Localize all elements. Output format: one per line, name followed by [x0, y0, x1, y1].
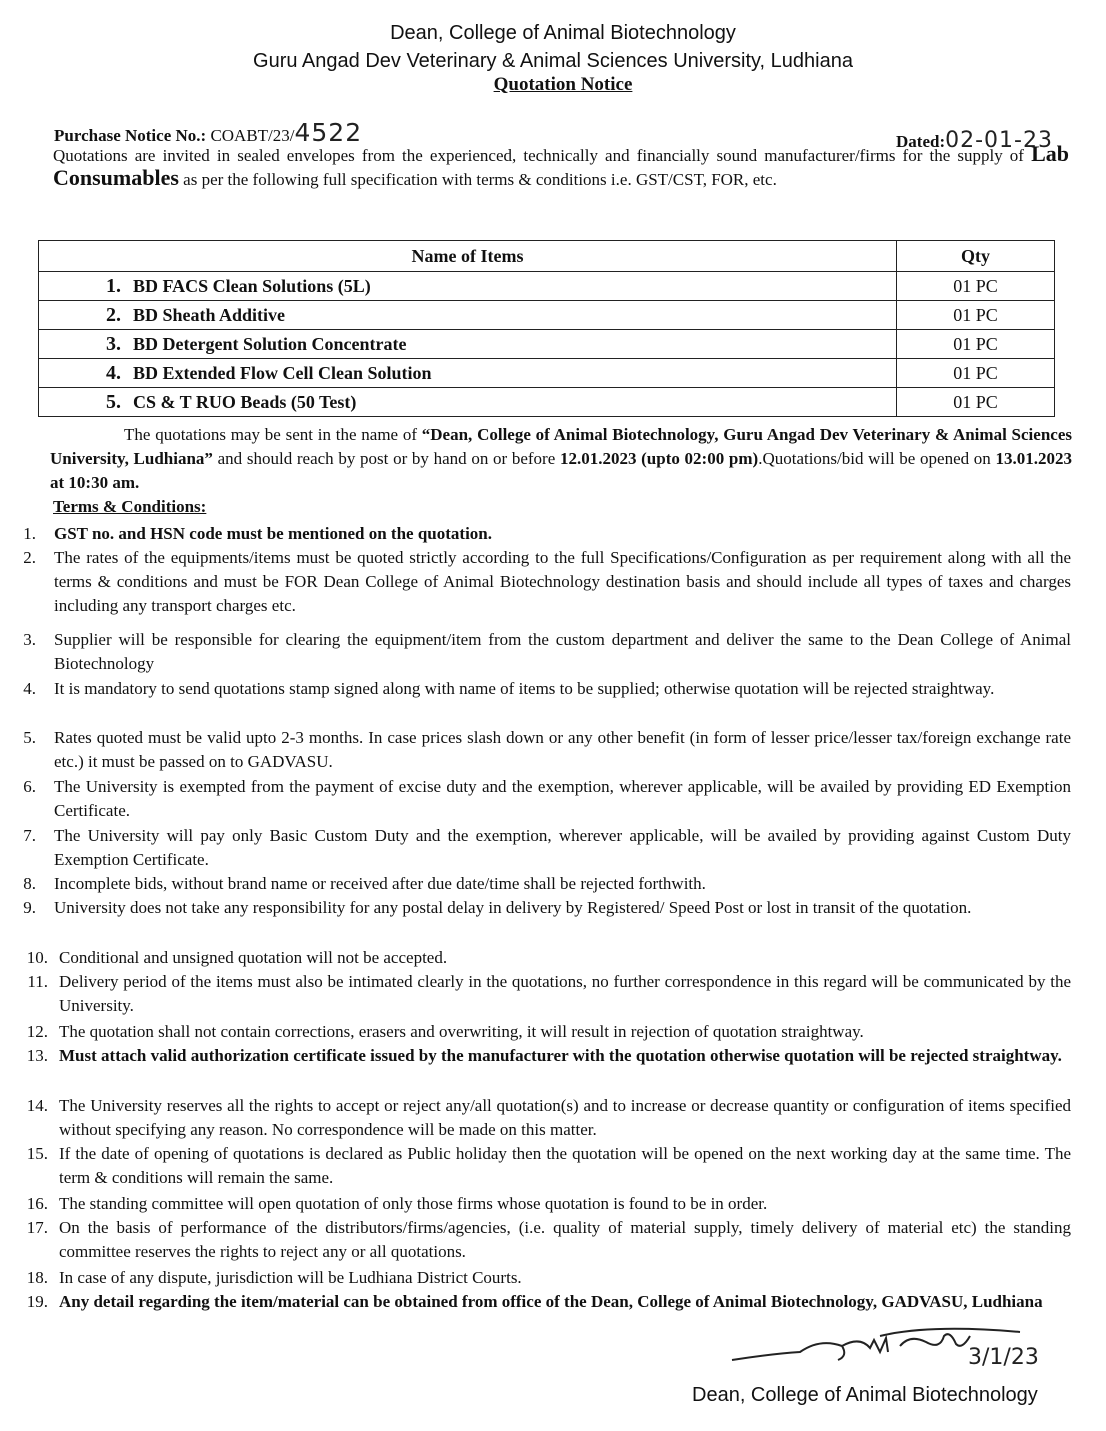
term-number: 8. — [23, 874, 36, 893]
table-row — [39, 359, 1055, 388]
term-number: 11. — [27, 972, 48, 991]
item-number: 5. — [106, 390, 121, 413]
term-number: 17. — [26, 1218, 48, 1237]
item-name: BD Sheath Additive — [133, 304, 286, 325]
header-line-1: Dean, College of Animal Biotechnology — [390, 22, 736, 44]
purchase-notice-label: Purchase Notice No.: — [54, 126, 207, 145]
item-number: 3. — [106, 332, 121, 355]
item-name: BD Extended Flow Cell Clean Solution — [133, 362, 432, 383]
term-text: Rates quoted must be valid upto 2-3 months. In case prices slash down or any other benefit (in form of lesser price/lesser tax/foreign exchange rate etc.) it must be passed on to GADVASU. — [54, 728, 1071, 771]
para-part-5: .Quotations/bid will be opened on — [758, 449, 996, 468]
item-qty: 01 PC — [897, 272, 1055, 301]
term-number: 10. — [26, 948, 48, 967]
term-number: 12. — [26, 1022, 48, 1041]
term-text: Conditional and unsigned quotation will not be accepted. — [59, 948, 448, 967]
term-number: 13. — [26, 1046, 48, 1065]
term-number: 18. — [26, 1268, 48, 1287]
items-table-header — [39, 241, 1055, 272]
para-opening-date: 13.01.2023 at 10:30 am. — [50, 449, 1072, 492]
col-name-of-items: Name of Items — [39, 241, 897, 272]
signature — [730, 1316, 1060, 1376]
term-number: 2. — [23, 548, 36, 567]
item-number: 4. — [106, 361, 121, 384]
term-text: The quotation shall not contain corrections, erasers and overwriting, it will result in rejection of quotation straightway. — [59, 1022, 864, 1041]
item-qty: 01 PC — [897, 388, 1055, 417]
intro-lab-consumables: Lab Consumables — [53, 141, 1069, 190]
term-text: On the basis of performance of the distributors/firms/agencies, (i.e. quality of material supply, timely delivery of material etc) the standing committee reserves the rights to reject any or all quotations. — [59, 1218, 1071, 1261]
signature-date: 3/1/23 — [968, 1345, 1039, 1370]
term-text: Must attach valid authorization certificate issued by the manufacturer with the quotation otherwise quotation will be rejected straightway. — [59, 1046, 1062, 1065]
term-text: The University will pay only Basic Custom Duty and the exemption, wherever applicable, will be availed by providing against Custom Duty Exemption Certificate. — [54, 826, 1071, 869]
purchase-notice-prefix: COABT/23/ — [210, 126, 295, 145]
item-qty: 01 PC — [897, 301, 1055, 330]
item-qty: 01 PC — [897, 359, 1055, 388]
term-text: Supplier will be responsible for clearing the equipment/item from the custom department and deliver the same to the Dean College of Animal Biotechnology — [54, 630, 1071, 673]
term-number: 3. — [23, 630, 36, 649]
intro-part-1: Quotations are invited in sealed envelopes from the experienced, technically and financially sound manufacturer/firms for the supply of — [53, 146, 1032, 165]
item-name: BD FACS Clean Solutions (5L) — [133, 275, 371, 296]
term-number: 16. — [26, 1194, 48, 1213]
item-number: 2. — [106, 303, 121, 326]
submission-paragraph — [50, 423, 1072, 495]
term-text: Incomplete bids, without brand name or received after due date/time shall be rejected forthwith. — [54, 874, 706, 893]
intro-paragraph — [53, 143, 1069, 191]
col-qty: Qty — [897, 241, 1055, 272]
header-line-2: Guru Angad Dev Veterinary & Animal Sciences University, Ludhiana — [253, 50, 853, 72]
term-text: It is mandatory to send quotations stamp signed along with name of items to be supplied; otherwise quotation will be rejected straightway. — [54, 679, 995, 698]
term-number: 6. — [23, 777, 36, 796]
handwritten-notice-number: 4522 — [294, 118, 363, 147]
table-row — [39, 272, 1055, 301]
term-number: 19. — [26, 1292, 48, 1311]
para-deadline: 12.01.2023 (upto 02:00 pm) — [559, 449, 759, 468]
dated-label: Dated: — [896, 132, 946, 151]
handwritten-date: 02-01-23 — [945, 128, 1053, 153]
terms-heading: Terms & Conditions: — [53, 497, 207, 516]
term-number: 14. — [26, 1096, 48, 1115]
term-text: The University is exempted from the payment of excise duty and the exemption, wherever applicable, will be availed by providing ED Exemption Certificate. — [54, 777, 1071, 820]
term-text: The University reserves all the rights to accept or reject any/all quotation(s) and to increase or decrease quantity or configuration of items specified without specifying any reason. No correspondence will be made on this matter. — [59, 1096, 1071, 1139]
para-part-3: and should reach by post or by hand on or before — [212, 449, 560, 468]
item-name: CS & T RUO Beads (50 Test) — [133, 391, 357, 412]
term-text: Delivery period of the items must also be intimated clearly in the quotations, no further correspondence in this regard will be communicated by the University. — [59, 972, 1071, 1015]
para-part-1: The quotations may be sent in the name of — [124, 425, 422, 444]
item-qty: 01 PC — [897, 330, 1055, 359]
table-row — [39, 330, 1055, 359]
term-text: Any detail regarding the item/material can be obtained from office of the Dean, College of Animal Biotechnology, GADVASU, Ludhiana — [59, 1292, 1043, 1311]
para-addressee: “Dean, College of Animal Biotechnology, Guru Angad Dev Veterinary & Animal Sciences University, Ludhiana” — [50, 425, 1072, 468]
intro-part-2: as per the following full specification with terms & conditions i.e. GST/CST, FOR, etc. — [178, 170, 777, 189]
term-text: GST no. and HSN code must be mentioned on the quotation. — [54, 524, 492, 543]
term-number: 4. — [23, 679, 36, 698]
term-text: The standing committee will open quotation of only those firms whose quotation is found to be in order. — [59, 1194, 768, 1213]
table-row — [39, 301, 1055, 330]
item-number: 1. — [106, 274, 121, 297]
term-number: 15. — [26, 1144, 48, 1163]
items-table — [38, 240, 1055, 417]
table-row — [39, 388, 1055, 417]
item-name: BD Detergent Solution Concentrate — [133, 333, 407, 354]
term-text: The rates of the equipments/items must be quoted strictly according to the full Specifications/Configuration as per requirement along with all the terms & conditions and must be FOR Dean College of Animal Biotechnology destination basis and should include all types of taxes and charges including any transport charges etc. — [54, 548, 1071, 615]
signature-title: Dean, College of Animal Biotechnology — [692, 1384, 1038, 1406]
term-number: 1. — [23, 524, 36, 543]
notice-title: Quotation Notice — [493, 74, 633, 95]
term-number: 9. — [23, 898, 36, 917]
term-number: 5. — [23, 728, 36, 747]
term-text: University does not take any responsibility for any postal delay in delivery by Registered/ Speed Post or lost in transit of the quotation. — [54, 898, 972, 917]
term-text: In case of any dispute, jurisdiction will be Ludhiana District Courts. — [59, 1268, 522, 1287]
term-number: 7. — [23, 826, 36, 845]
term-text: If the date of opening of quotations is declared as Public holiday then the quotation will be opened on the next working day at the same time. The term & conditions will remain the same. — [59, 1144, 1071, 1187]
